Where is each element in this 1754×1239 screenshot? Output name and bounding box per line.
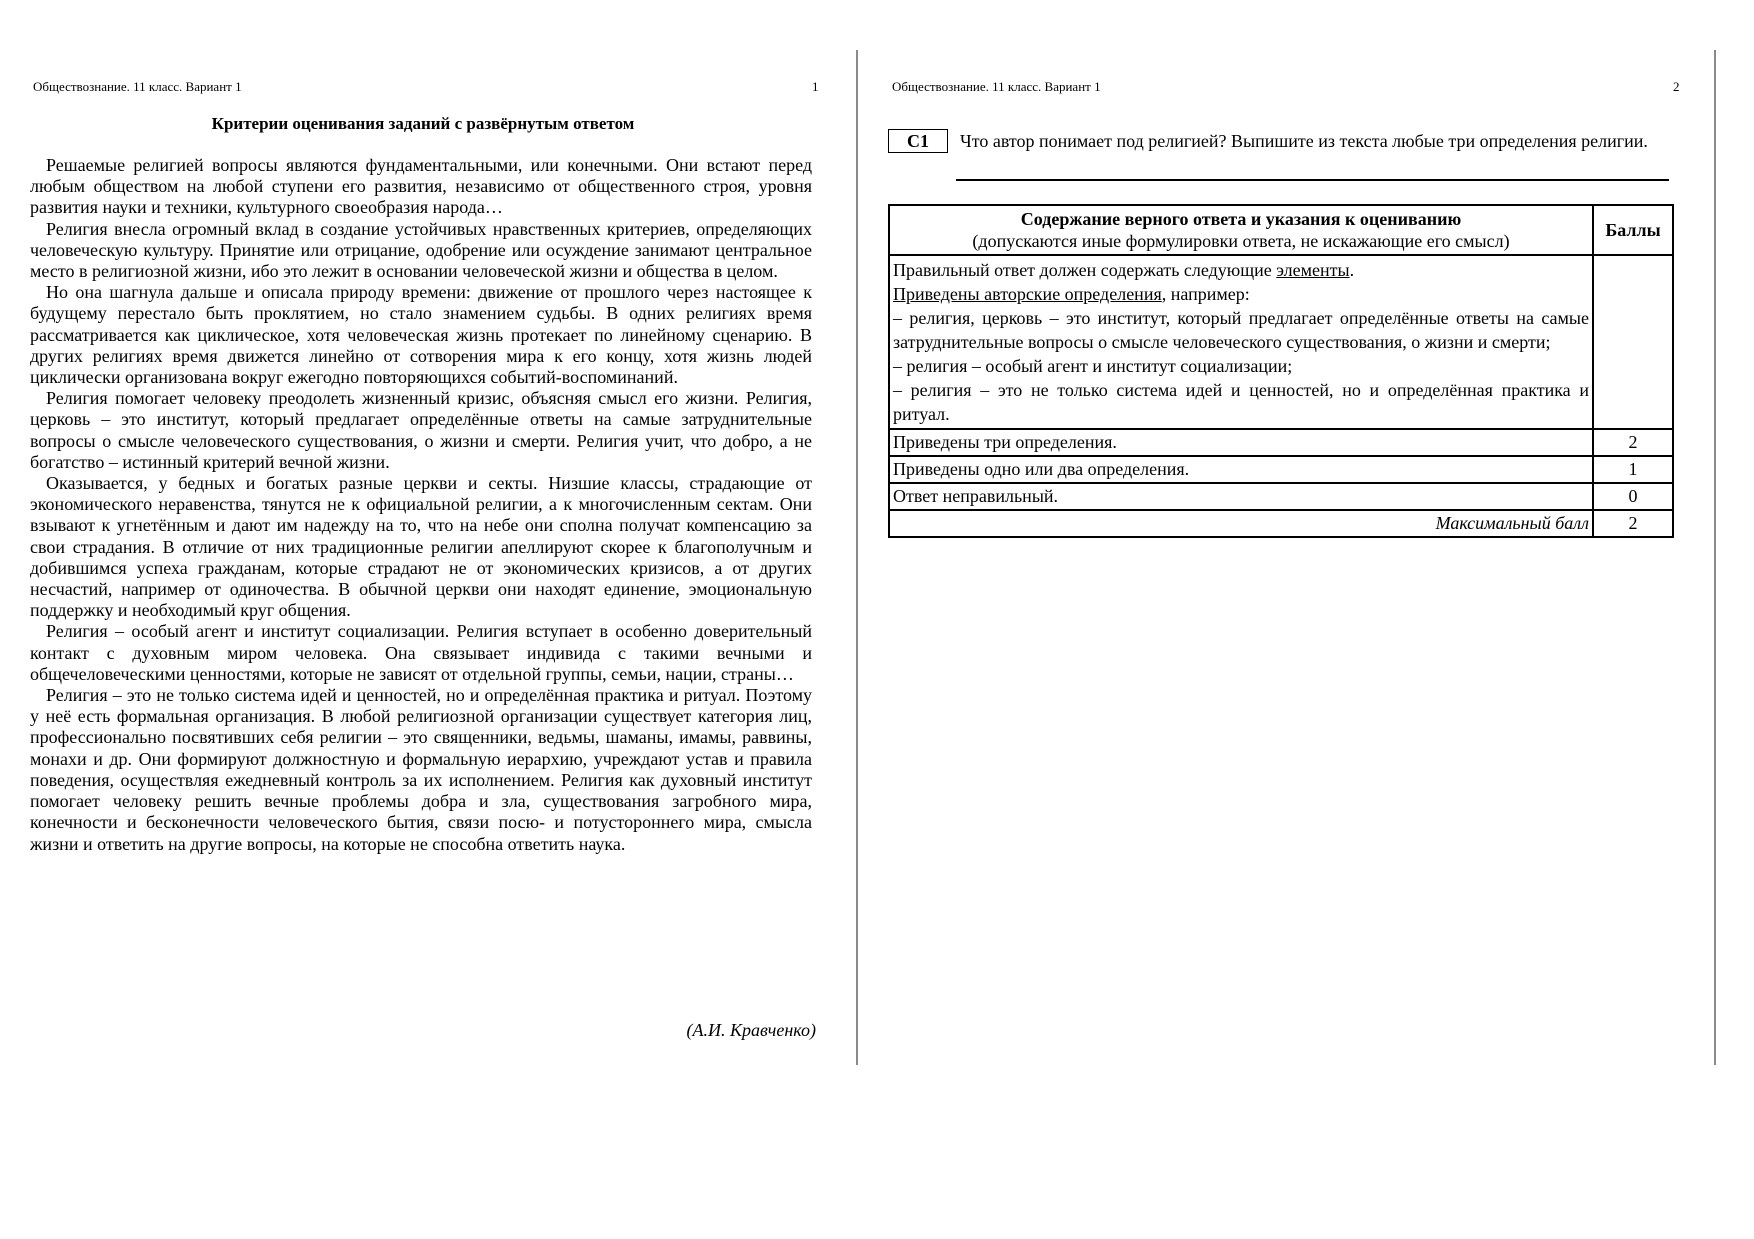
text-paragraph: Религия внесла огромный вклад в создание устойчивых нравственных критериев, определяющих человеческую культуру. Принятие или отрицание, одобрение или осуждение занимают центральное место в религиозной жизни, ибо это лежит в основании человеческой жизни и общества в целом. xyxy=(30,218,812,282)
table-row xyxy=(889,483,1673,510)
text-paragraph: Религия помогает человеку преодолеть жизненный кризис, объясняя смысл его жизни. Религия, церковь – это институт, который предлагает определённые ответы на самые затруднительные вопросы о смысле человеческого существования, о жизни и смерти. Религия учит, что добро, а не богатство – истинный критерий вечной жизни. xyxy=(30,388,812,472)
page-title: Критерии оценивания заданий с развёрнутым ответом xyxy=(211,114,635,133)
table-row xyxy=(889,429,1673,456)
table-row-max xyxy=(889,510,1673,537)
page-header: Обществознание. 11 класс. Вариант 1 xyxy=(33,79,242,94)
table-row xyxy=(889,456,1673,483)
intro-text: Правильный ответ должен содержать следующие xyxy=(893,260,1277,280)
definition-item: – религия – это не только система идей и ценностей, но и определённая практика и ритуал. xyxy=(893,380,1589,424)
definition-item: – религия – особый агент и институт социализации; xyxy=(893,356,1293,376)
table-header-content xyxy=(889,205,1593,255)
intro-underlined: элементы xyxy=(1276,260,1350,280)
task-question: Что автор понимает под религией? Выпишите из текста любые три определения религии. xyxy=(960,131,1648,151)
criterion-text: Приведены три определения. xyxy=(889,429,1593,456)
definition-item: – религия, церковь – это институт, который предлагает определённые ответы на самые затруднительные вопросы о смысле человеческого существования, о жизни и смерти; xyxy=(893,308,1589,352)
header-sub: (допускаются иные формулировки ответа, не искажающие его смысл) xyxy=(972,231,1510,251)
page-number: 2 xyxy=(1673,79,1680,94)
criterion-text: Приведены одно или два определения. xyxy=(889,456,1593,483)
max-score-label: Максимальный балл xyxy=(889,510,1593,537)
max-score-value: 2 xyxy=(1593,510,1673,537)
question-underline xyxy=(956,179,1669,181)
criterion-score: 1 xyxy=(1593,456,1673,483)
sub-underlined: Приведены авторские определения xyxy=(893,284,1162,304)
task-label: C1 xyxy=(888,129,948,153)
empty-score-cell xyxy=(1593,255,1673,429)
sub-rest: , например: xyxy=(1161,284,1250,304)
criterion-score: 2 xyxy=(1593,429,1673,456)
criterion-score: 0 xyxy=(1593,483,1673,510)
left-page xyxy=(0,0,856,1239)
table-row xyxy=(889,255,1673,429)
intro-end: . xyxy=(1349,260,1355,280)
header-score: Баллы xyxy=(1593,205,1673,255)
grading-table xyxy=(888,204,1674,538)
page-number: 1 xyxy=(812,79,819,94)
text-paragraph: Оказывается, у бедных и богатых разные церкви и секты. Низшие классы, страдающие от экономического неравенства, тянутся не к официальной религии, а к многочисленным сектам. Они взывают к угнетённым и дают им надежду на то, что на небе они сполна получат компенсацию за свои страдания. В отличие от них традиционные религии апеллируют скорее к благополучным и добившимся успеха гражданам, которые страдают не от экономических кризисов, а от других несчастий, например от одиночества. В обычной церкви они находят единение, эмоциональную поддержку и необходимый круг общения. xyxy=(30,473,812,621)
text-paragraph: Решаемые религией вопросы являются фундаментальными, или конечными. Они встают перед любым обществом на любой ступени его развития, независимо от общественного строя, уровня развития науки и техники, культурного своеобразия народа… xyxy=(30,155,812,218)
page-header: Обществознание. 11 класс. Вариант 1 xyxy=(892,79,1101,94)
table-header-row xyxy=(889,205,1673,255)
author-signature: (А.И. Кравченко) xyxy=(686,1020,816,1040)
text-paragraph: Но она шагнула дальше и описала природу времени: движение от прошлого через настоящее к будущему перестало быть проклятием, но стало знамением судьбы. В одних религиях время рассматривается как циклическое, хотя человеческая жизнь протекает по линейному сценарию. В других религиях время движется линейно от сотворения мира к его концу, хотя жизнь людей циклически организована вокруг ежегодно повторяющихся событий-воспоминаний. xyxy=(30,282,812,388)
answer-content xyxy=(889,255,1593,429)
source-text xyxy=(30,155,812,855)
text-paragraph: Религия – особый агент и институт социализации. Религия вступает в особенно доверительный контакт с духовным миром человека. Она связывает индивида с такими вечными и общечеловеческими ценностями, которые не зависят от отдельной группы, семьи, нации, страны… xyxy=(30,621,812,684)
header-main: Содержание верного ответа и указания к оцениванию xyxy=(1020,209,1462,229)
text-paragraph: Религия – это не только система идей и ценностей, но и определённая практика и ритуал. Поэтому у неё есть формальная организация. В любой религиозной организации существует категория лиц, профессионально посвятивших себя религии – это священники, ведьмы, шаманы, имамы, раввины, монахи и др. Они формируют должностную и формальную иерархию, учреждают устав и правила поведения, осуществляя ежедневный контроль за их исполнением. Религия как духовный институт помогает человеку решить вечные проблемы добра и зла, существования загробного мира, конечности и бесконечности человеческого бытия, связи посю- и потустороннего мира, смысла жизни и ответить на другие вопросы, на которые не способна ответить наука. xyxy=(30,685,812,854)
right-page xyxy=(858,0,1754,1239)
criterion-text: Ответ неправильный. xyxy=(889,483,1593,510)
